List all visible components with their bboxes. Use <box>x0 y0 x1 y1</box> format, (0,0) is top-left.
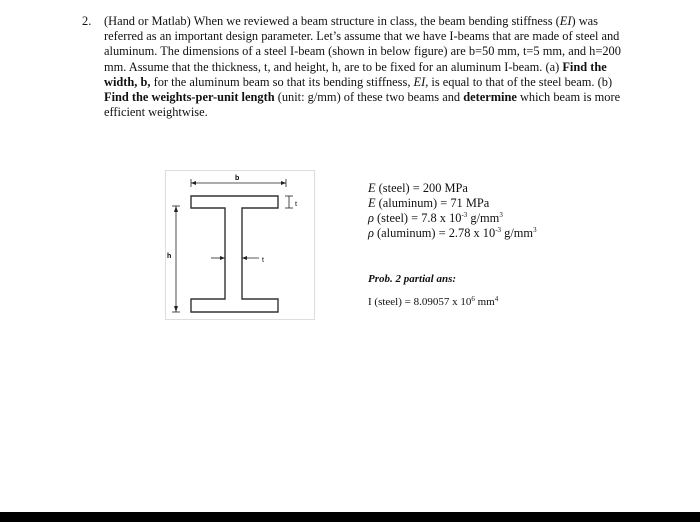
i-beam-figure <box>165 170 315 320</box>
text-seg-italic: EI <box>413 74 426 89</box>
text-seg: (Hand or Matlab) When we reviewed a beam structure in class, the beam bending stiffness ( <box>104 14 560 28</box>
var-symbol: ρ <box>368 211 374 225</box>
prop-text: g/mm <box>501 226 534 240</box>
rho-aluminum <box>368 226 537 241</box>
exponent: -3 <box>495 226 502 234</box>
text-seg: which beam is more efficient weightwise. <box>104 90 621 120</box>
text-seg: ) was referred as an important design parameter. Let’s assume that we have I-beams that are made of steel and aluminum. The dimensions of a steel I-beam (shown in below figure) are b=50 mm, t=5 mm, and h=200 mm. Assume that the thickness, t, and height, h, are to be fixed for an aluminum I-beam. (a) <box>104 14 621 74</box>
text-seg-bold: Find the width, b, <box>104 59 607 89</box>
label-h: h <box>167 253 172 260</box>
bottom-border <box>0 512 700 522</box>
i-beam-outline <box>191 196 278 312</box>
prop-text: (aluminum) = 2.78 x 10 <box>373 226 496 240</box>
prop-text: (aluminum) = 71 MPa <box>375 196 490 210</box>
prop-text: (steel) = 7.8 x 10 <box>373 211 462 225</box>
exponent: 6 <box>471 295 475 303</box>
text-seg: for the aluminum beam so that its bending stiffness, <box>150 74 414 89</box>
problem-text <box>104 14 622 120</box>
text-seg-bold: determine <box>463 90 517 105</box>
problem-statement <box>82 14 622 120</box>
prop-text: g/mm <box>467 211 500 225</box>
figure-frame <box>166 171 315 320</box>
rho-steel <box>368 211 537 226</box>
arrow-head <box>191 181 196 185</box>
text-seg-bold: Find the weights-per-unit length <box>104 90 275 105</box>
arrow-head <box>281 181 286 185</box>
text-seg: , is equal to that of the steel beam. (b) <box>425 74 613 89</box>
label-t-flange: t <box>295 199 298 208</box>
partial-answer-title: Prob. 2 partial ans: <box>368 273 457 285</box>
var-symbol: E <box>368 196 376 210</box>
label-t-web: t <box>262 257 264 264</box>
exponent: 3 <box>499 211 503 219</box>
exponent: 4 <box>494 295 499 303</box>
arrow-head <box>220 256 225 260</box>
text-seg-italic: EI <box>559 14 572 28</box>
var-symbol: E <box>368 181 376 195</box>
problem-number: 2. <box>82 14 92 28</box>
label-b: b <box>235 175 240 182</box>
arrow-head <box>242 256 247 260</box>
prop-text: (steel) = 200 MPa <box>375 181 468 195</box>
answer-text: mm <box>474 296 495 308</box>
text-seg: (unit: g/mm) of these two beams and <box>274 90 464 105</box>
material-properties <box>368 181 537 241</box>
e-aluminum <box>368 196 537 211</box>
e-steel <box>368 181 537 196</box>
arrow-head <box>174 306 178 312</box>
var-symbol: ρ <box>368 226 374 240</box>
i-steel-value <box>368 295 498 310</box>
exponent: 3 <box>533 226 537 234</box>
partial-answer <box>368 272 498 310</box>
arrow-head <box>174 206 178 212</box>
answer-text: I (steel) = 8.09057 x 10 <box>368 296 472 308</box>
exponent: -3 <box>461 211 468 219</box>
